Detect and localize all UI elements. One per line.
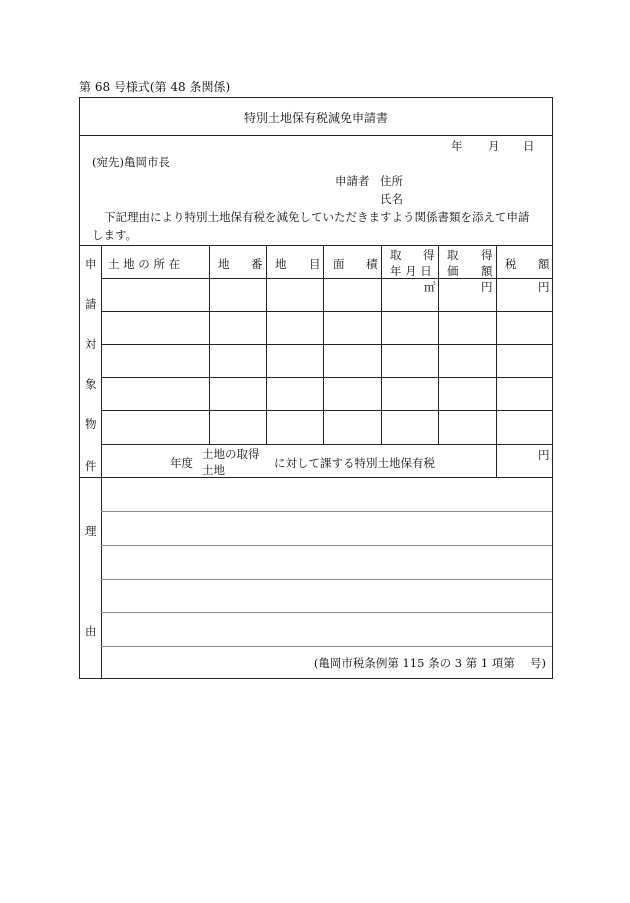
row-line <box>101 344 552 345</box>
reason-line <box>101 511 552 512</box>
header-area: 面 <box>333 257 345 271</box>
header-lot: 地 <box>218 257 230 271</box>
property-label-char: 請 <box>85 297 97 311</box>
header-acq-price: 価 <box>447 264 459 278</box>
header-tax: 税 <box>505 257 517 271</box>
date-year: 年 <box>451 139 463 153</box>
applicant-label: 申請者 <box>335 174 370 188</box>
summary-year-label: 年度 <box>170 456 193 470</box>
header-category: 地 <box>275 257 287 271</box>
reason-label-char: 由 <box>85 624 97 638</box>
legal-reference: (亀岡市税条例第 115 条の 3 第 1 項第 号) <box>313 656 546 670</box>
property-label-char: 物 <box>85 417 97 431</box>
reason-top-line <box>80 477 552 478</box>
statement-line-1: 下記理由により特別土地保有税を減免していただきますよう関係書類を添えて申請 <box>104 210 530 224</box>
header-acq-date: 年 月 日 <box>390 264 432 278</box>
header-acq-price: 取 <box>447 248 459 262</box>
property-label-char: 申 <box>85 257 97 271</box>
applicant-address-label: 住所 <box>380 174 403 188</box>
summary-yen: 円 <box>538 448 550 462</box>
yen-unit: 円 <box>481 280 493 294</box>
yen-unit: 円 <box>538 280 550 294</box>
application-form <box>79 97 553 679</box>
date-day: 日 <box>523 139 535 153</box>
header-area: 積 <box>366 257 378 271</box>
addressee: (宛先)亀岡市長 <box>92 155 170 169</box>
form-title: 特別土地保有税減免申請書 <box>243 111 388 125</box>
header-location: 土 地 の 所 在 <box>108 257 181 271</box>
header-acq-date: 得 <box>423 248 435 262</box>
title-divider <box>80 135 552 136</box>
property-label-char: 象 <box>85 377 97 391</box>
header-acq-price: 額 <box>481 264 493 278</box>
property-label-char: 件 <box>85 459 97 473</box>
reason-line <box>101 646 552 647</box>
header-tax: 額 <box>538 257 550 271</box>
property-top-line <box>80 245 552 246</box>
applicant-name-label: 氏名 <box>380 192 403 206</box>
column-line <box>496 245 497 477</box>
row-line <box>101 444 552 445</box>
reason-line <box>101 612 552 613</box>
row-line <box>101 311 552 312</box>
reason-line <box>101 545 552 546</box>
area-unit: ㎡ <box>424 280 436 294</box>
row-line <box>101 377 552 378</box>
row-line <box>101 410 552 411</box>
header-acq-date: 取 <box>390 248 402 262</box>
summary-type: 土地 <box>202 463 225 477</box>
summary-suffix: に対して課する特別土地保有税 <box>274 456 435 470</box>
statement-line-2: します。 <box>92 228 138 242</box>
header-acq-price: 得 <box>481 248 493 262</box>
date-month: 月 <box>488 139 500 153</box>
header-lot: 番 <box>251 257 263 271</box>
property-label-char: 対 <box>85 337 97 351</box>
summary-type: 土地の取得 <box>202 447 260 461</box>
form-number: 第 68 号様式(第 48 条関係) <box>79 80 231 94</box>
reason-label-char: 理 <box>85 524 97 538</box>
header-category: 目 <box>309 257 321 271</box>
reason-line <box>101 579 552 580</box>
